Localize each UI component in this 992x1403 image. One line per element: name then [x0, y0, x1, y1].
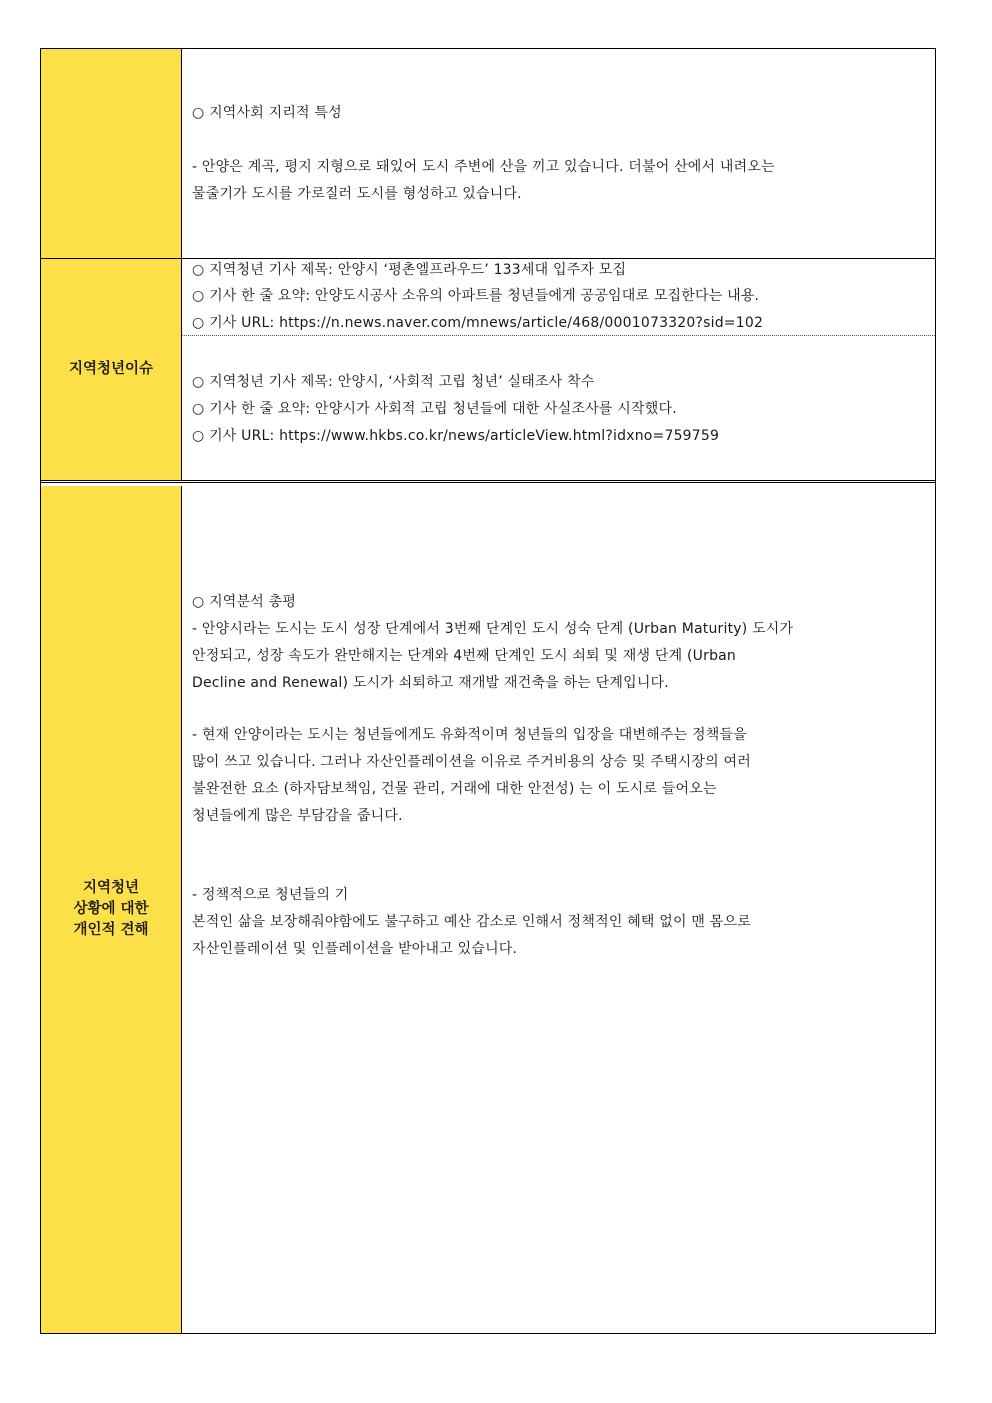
- opinion-row: [41, 486, 935, 1333]
- report-table: [40, 48, 936, 1334]
- opinion-text-line: - 현재 안양이라는 도시는 청년들에게도 유화적이며 청년들의 입장을 대변해주는 정책들을: [192, 727, 747, 743]
- opinion-text-line: - 안양시라는 도시는 도시 성장 단계에서 3번째 단계인 도시 성숙 단계 (Urban Maturity) 도시가: [192, 621, 794, 637]
- article-divider: [182, 335, 935, 336]
- summary-heading: ○ 지역분석 총평: [192, 594, 297, 610]
- opinion-text-line: - 정책적으로 청년들의 기: [192, 887, 349, 903]
- opinion-text-line: 많이 쓰고 있습니다. 그러나 자산인플레이션을 이유로 주거비용의 상승 및 주택시장의 여러: [192, 754, 751, 770]
- geography-heading: ○ 지역사회 지리적 특성: [192, 105, 342, 121]
- article2-url[interactable]: ○ 기사 URL: https://www.hkbs.co.kr/news/articleView.html?idxno=759759: [192, 428, 720, 444]
- opinion-text-line: Decline and Renewal) 도시가 쇠퇴하고 재개발 재건축을 하는 단계입니다.: [192, 675, 669, 691]
- opinion-content-cell: [182, 486, 935, 1333]
- youth-issue-row: [41, 259, 935, 483]
- geography-text-line: - 안양은 계곡, 평지 지형으로 돼있어 도시 주변에 산을 끼고 있습니다. 더불어 산에서 내려오는: [192, 159, 775, 175]
- article1-summary: ○ 기사 한 줄 요약: 안양도시공사 소유의 아파트를 청년들에게 공공임대로 모집한다는 내용.: [192, 288, 760, 304]
- youth-issue-label: 지역청년이슈: [41, 259, 182, 480]
- geography-row: [41, 49, 935, 259]
- geography-label-cell: [41, 49, 182, 258]
- geography-content-cell: [182, 49, 935, 258]
- geography-text-line: 물줄기가 도시를 가로질러 도시를 형성하고 있습니다.: [192, 186, 522, 202]
- article2-summary: ○ 기사 한 줄 요약: 안양시가 사회적 고립 청년들에 대한 사실조사를 시작했다.: [192, 401, 677, 417]
- opinion-label: 지역청년 상황에 대한 개인적 견해: [41, 486, 182, 1333]
- article1-title: ○ 지역청년 기사 제목: 안양시 ‘평촌엘프라우드’ 133세대 입주자 모집: [192, 262, 627, 278]
- opinion-text-line: 청년들에게 많은 부담감을 줍니다.: [192, 808, 403, 824]
- opinion-text-line: 불완전한 요소 (하자담보책임, 건물 관리, 거래에 대한 안전성) 는 이 도시로 들어오는: [192, 781, 717, 797]
- article2-title: ○ 지역청년 기사 제목: 안양시, ‘사회적 고립 청년’ 실태조사 착수: [192, 374, 595, 390]
- opinion-text-line: 자산인플레이션 및 인플레이션을 받아내고 있습니다.: [192, 941, 518, 957]
- youth-issue-content-cell: [182, 259, 935, 480]
- opinion-text-line: 안정되고, 성장 속도가 완만해지는 단계와 4번째 단계인 도시 쇠퇴 및 재생 단계 (Urban: [192, 648, 737, 664]
- article1-url[interactable]: ○ 기사 URL: https://n.news.naver.com/mnews/article/468/0001073320?sid=102: [192, 315, 764, 331]
- opinion-text-line: 본적인 삶을 보장해줘야함에도 불구하고 예산 감소로 인해서 정책적인 혜택 없이 맨 몸으로: [192, 914, 751, 930]
